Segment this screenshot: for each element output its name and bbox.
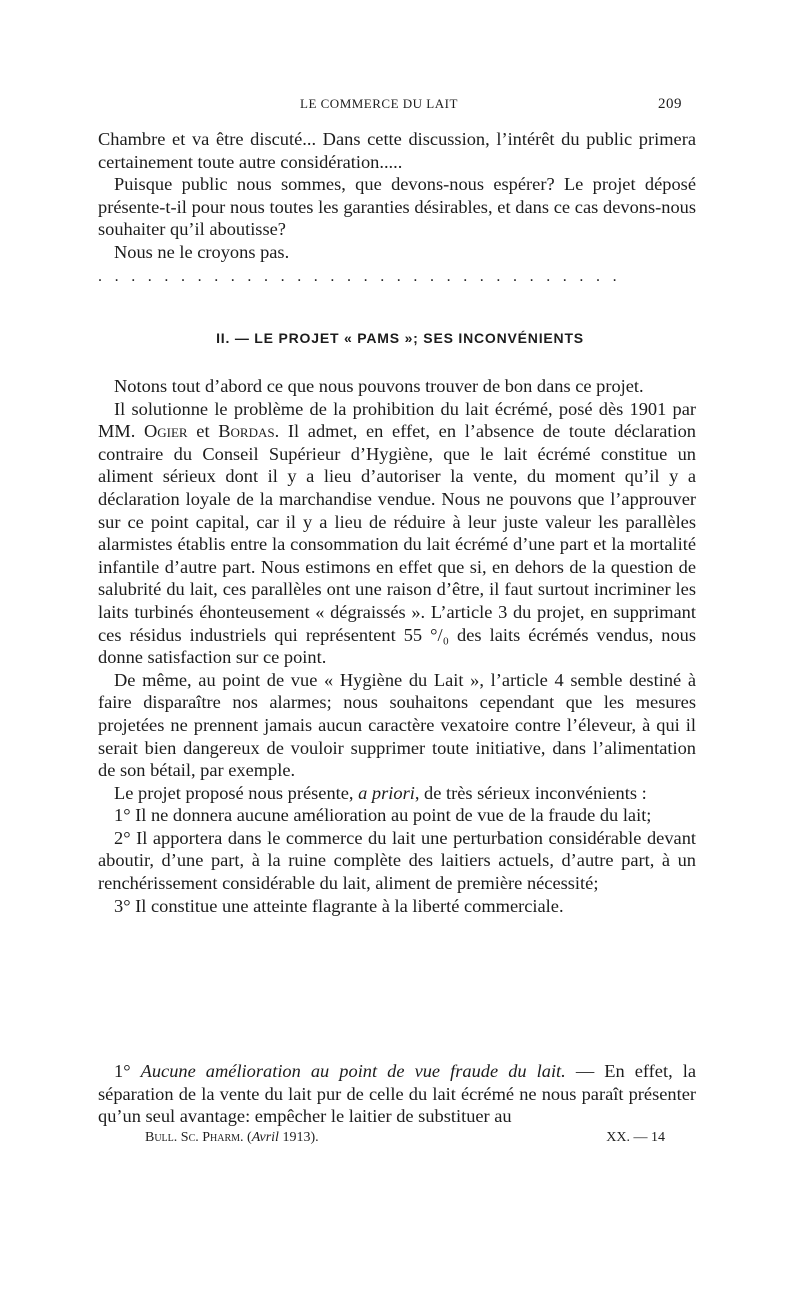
italic-text: Avril [251,1130,279,1145]
paragraph: De même, au point de vue « Hygiène du Lait », l’article 4 semble destiné à faire disparaître nos alarmes; nous souhaitons cependant que les mesures projetées ne prennent jamais aucun caractère vexatoire contre l’éleveur, à qui il serait bien dangereux de vouloir supprimer toute initiative, dans l’alimentation de son bétail, par exemple. [98,669,696,781]
list-item: 3° Il constitue une atteinte flagrante à la liberté commerciale. [114,895,564,916]
text-run: — En effet, la séparation de la vente du lait pur de celle du lait écrémé ne nous paraît présenter qu’un seul avantage: empêcher le laitier de substituer au [98,1061,696,1127]
section-heading: II. — LE PROJET « PAMS »; SES INCONVÉNIENTS [216,330,584,346]
text-run: 1° [114,1061,141,1081]
text-run: Il solutionne le problème de la prohibition du lait écrémé, posé dès 1901 par MM. [98,398,696,442]
paragraph: Nous ne le croyons pas. [114,241,290,262]
paragraph [98,1060,696,1128]
page-number: 209 [658,96,682,112]
text-run: Le projet proposé nous présente, [114,782,359,803]
volume-sheet: XX. — 14 [606,1130,665,1145]
paragraph: Chambre et va être discuté... Dans cette discussion, l’intérêt du public primera certainement toute autre considération..... [98,129,696,172]
paragraph: Puisque public nous sommes, que devons-nous espérer? Le projet déposé présente-t-il pour nous toutes les garanties désirables, et dans ce cas devons-nous souhaiter qu’il aboutisse? [98,174,696,240]
italic-text: a priori [358,782,415,803]
running-header [102,96,682,116]
list-item: 1° Il ne donnera aucune amélioration au point de vue de la fraude du lait; [114,805,652,826]
italic-text: Aucune amélioration au point de vue fraude du lait. [140,1061,566,1081]
dotted-separator: ................................ [98,268,630,285]
page-footer [145,1130,665,1150]
opening-text [98,128,696,264]
journal-name: Bull. Sc. Pharm. [145,1130,244,1145]
text-run: et [187,421,219,442]
author-name: Bordas [218,421,275,442]
paragraph: Notons tout d’abord ce que nous pouvons trouver de bon dans ce projet. [114,376,644,396]
list-item: 2° Il apportera dans le commerce du lait une perturbation considérable devant aboutir, d’une part, à la ruine complète des laitiers actuels, d’autre part, à un renchérissement considérable du lait, aliment de première nécessité; [98,827,696,894]
text-run: ( [243,1130,252,1145]
text-run: 1913). [278,1130,319,1145]
author-name: Ogier [143,421,188,442]
text-run: . Il admet, en effet, en l’absence de toute déclaration contraire du Conseil Supérieur d’Hygiène, que le lait écrémé constitue un aliment sérieux dont il y a lieu d’autoriser la vente, du moment qu’il y a déclaration loyale de la marchandise vendue. Nous ne pouvons que l’approuver sur ce point capital, car il y a lieu de réduire à leur juste valeur les parallèles alarmistes établis entre la consommation du lait écrémé d’une part et la mortalité infantile d’autre part. Nous estimons en effet que si, en dehors de la question de salubrité du lait, ces parallèles ont une raison d’être, il faut surtout incriminer les laits turbinés éhonteusement « dégraissés ». L’article 3 du projet, en supprimant ces résidus industriels qui représentent 55 °/₀ des laits écrémés vendus, nous donne satisfaction sur ce point. [98,421,696,668]
running-title: LE COMMERCE DU LAIT [300,96,458,111]
closing-text [98,1060,696,1128]
paragraph [98,782,696,805]
journal-reference [145,1130,319,1146]
section-body [98,375,696,917]
paragraph [98,398,696,669]
text-run: , de très sérieux inconvénients : [414,782,647,803]
